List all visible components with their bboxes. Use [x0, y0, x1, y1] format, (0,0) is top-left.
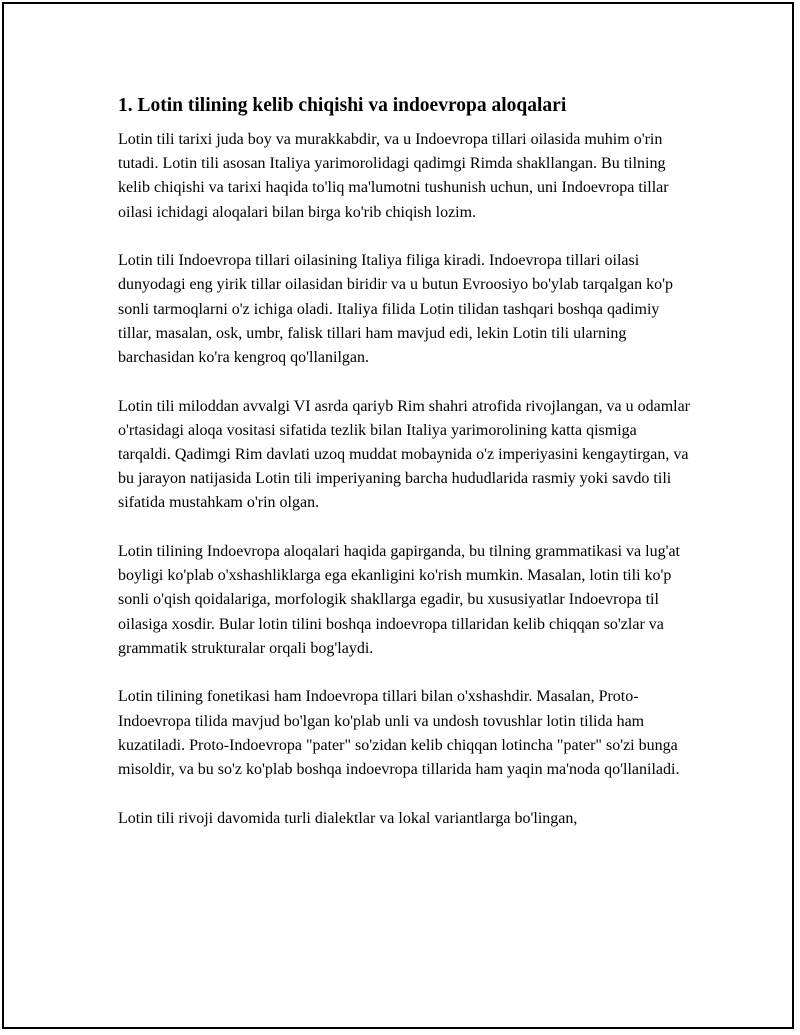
paragraph: Lotin tilining fonetikasi ham Indoevropa tillari bilan o'xshashdir. Masalan, Proto-Indoevropa tilida mavjud bo'lgan ko'plab unli va undosh tovushlar lotin tilida ham kuzatiladi. Proto-Indoevropa "pater" so'zidan kelib chiqqan lotincha "pater" so'zi bunga misoldir, va bu so'z ko'plab boshqa indoevropa tillarida ham yaqin ma'noda qo'llaniladi.: [118, 688, 680, 779]
paragraph: Lotin tilining Indoevropa aloqalari haqida gapirganda, bu tilning grammatikasi va lug'at boyligi ko'plab o'xshashliklarga ega ekanligini ko'rish mumkin. Masalan, lotin tili ko'p sonli o'qish qoidalariga, morfologik shakllarga egadir, bu xususiyatlar Indoevropa til oilasiga xosdir. Bular lotin tilini boshqa indoevropa tillaridan kelib chiqqan so'zlar va grammatik strukturalar orqali bog'laydi.: [118, 543, 680, 657]
paragraph: Lotin tili Indoevropa tillari oilasining Italiya filiga kiradi. Indoevropa tillari oilasi dunyodagi eng yirik tillar oilasidan biridir va u butun Evroosiyo bo'ylab tarqalgan ko'p sonli tarmoqlarni o'z ichiga oladi. Italiya filida Lotin tilidan tashqari boshqa qadimiy tillar, masalan, osk, umbr, falisk tillari ham mavjud edi, lekin Lotin tili ularning barchasidan ko'ra kengroq qo'llanilgan.: [118, 252, 673, 367]
section-heading: 1. Lotin tilining kelib chiqishi va indoevropa aloqalari: [118, 95, 567, 116]
paragraph: Lotin tili rivoji davomida turli dialektlar va lokal variantlarga bo'lingan,: [118, 809, 578, 827]
paragraph: Lotin tili miloddan avvalgi VI asrda qariyb Rim shahri atrofida rivojlangan, va u odamlar o'rtasidagi aloqa vositasi sifatida tezlik bilan Italiya yarimorolining katta qismiga tarqaldi. Qadimgi Rim davlati uzoq muddat mobaynida o'z imperiyasini kengaytirgan, va bu jarayon natijasida Lotin tili imperiyaning barcha hududlarida rasmiy yoki savdo tili sifatida mustahkam o'rin olgan.: [118, 397, 691, 512]
paragraph: Lotin tili tarixi juda boy va murakkabdir, va u Indoevropa tillari oilasida muhim o'rin tutadi. Lotin tili asosan Italiya yarimorolidagi qadimgi Rimda shakllangan. Bu tilning kelib chiqishi va tarixi haqida to'liq ma'lumotni tushunish uchun, uni Indoevropa tillar oilasi ichidagi aloqalari bilan birga ko'rib chiqish lozim.: [118, 131, 669, 221]
document-body: [118, 92, 693, 855]
